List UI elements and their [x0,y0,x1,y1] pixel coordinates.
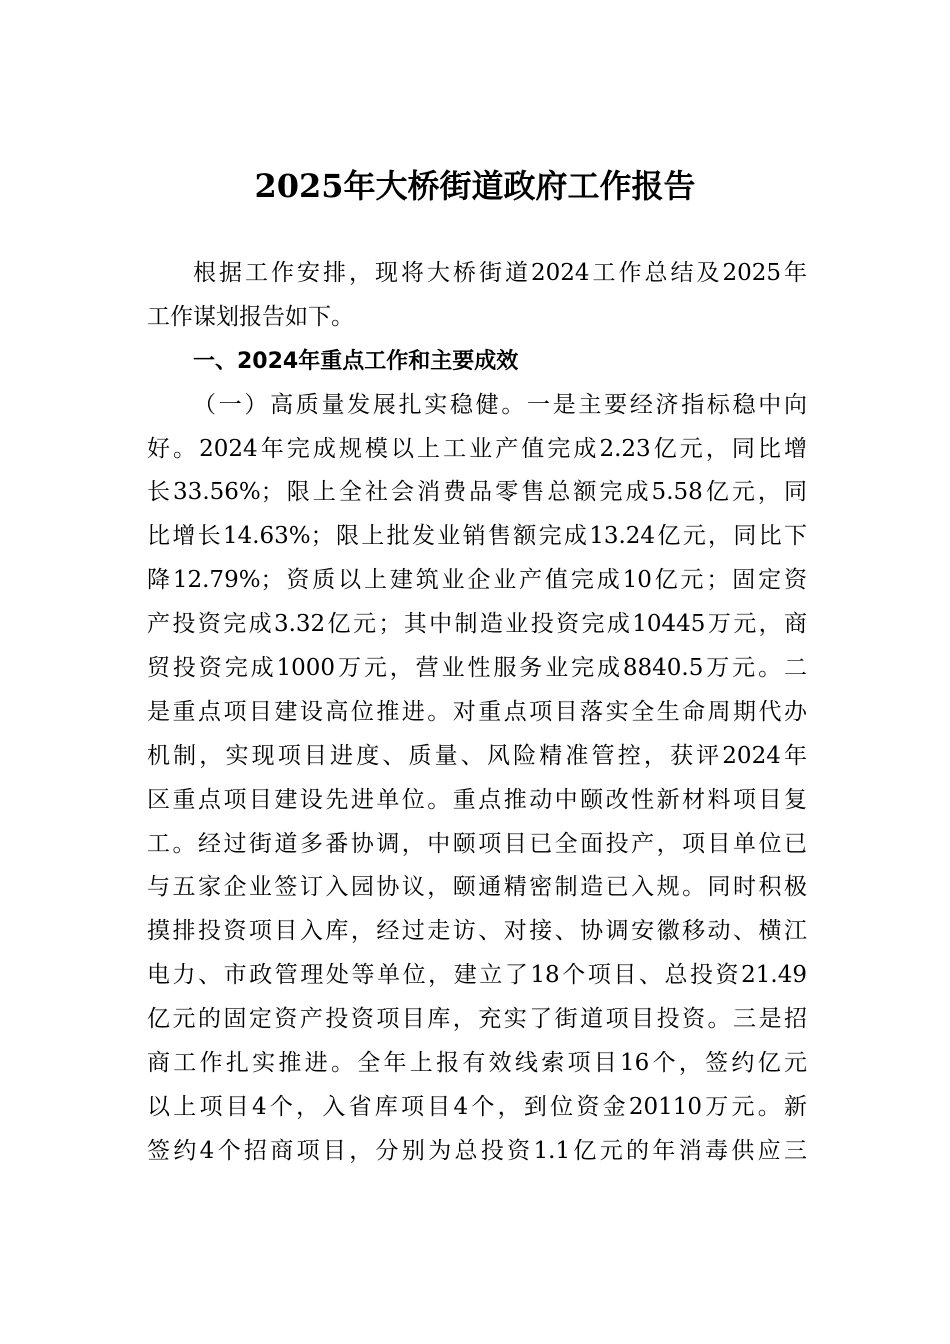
paragraph-line: 工作谋划报告如下。 [147,303,354,330]
paragraph-line: 根据工作安排，现将大桥街道2024工作总结及2025年 [193,260,807,286]
paragraph-line: 区重点项目建设先进单位。重点推动中颐改性新材料项目复 [147,786,807,813]
paragraph-line: 商工作扎实推进。全年上报有效线索项目16个，签约亿元 [147,1050,807,1077]
paragraph-line: 机制，实现项目进度、质量、风险精准管控，获评2024年 [147,742,807,769]
paragraph-line: （一）高质量发展扎实稳健。一是主要经济指标稳中向 [193,391,807,418]
paragraph-line: 好。2024年完成规模以上工业产值完成2.23亿元，同比增 [147,435,807,462]
section-heading: 一、2024年重点工作和主要成效 [193,348,519,374]
paragraph-line: 是重点项目建设高位推进。对重点项目落实全生命周期代办 [147,698,807,725]
paragraph-line: 降12.79%；资质以上建筑业企业产值完成10亿元；固定资 [147,567,807,594]
paragraph-line: 工。经过街道多番协调，中颐项目已全面投产，项目单位已 [147,830,807,857]
paragraph-line: 比增长14.63%；限上批发业销售额完成13.24亿元，同比下 [147,523,807,550]
paragraph-line: 产投资完成3.32亿元；其中制造业投资完成10445万元，商 [147,611,807,638]
paragraph-line: 电力、市政管理处等单位，建立了18个项目、总投资21.49 [147,962,807,989]
paragraph-line: 摸排投资项目入库，经过走访、对接、协调安徽移动、横江 [147,918,807,945]
paragraph-line: 与五家企业签订入园协议，颐通精密制造已入规。同时积极 [147,874,807,901]
paragraph-line: 贸投资完成1000万元，营业性服务业完成8840.5万元。二 [147,655,807,682]
paragraph-line: 亿元的固定资产投资项目库，充实了街道项目投资。三是招 [147,1006,807,1033]
paragraph-line: 签约4个招商项目，分别为总投资1.1亿元的年消毒供应三 [147,1137,807,1164]
document-title: 2025年大桥街道政府工作报告 [254,167,696,205]
paragraph-line: 以上项目4个，入省库项目4个，到位资金20110万元。新 [147,1093,807,1120]
paragraph-line: 长33.56%；限上全社会消费品零售总额完成5.58亿元，同 [147,479,807,506]
document-body [147,252,807,1174]
